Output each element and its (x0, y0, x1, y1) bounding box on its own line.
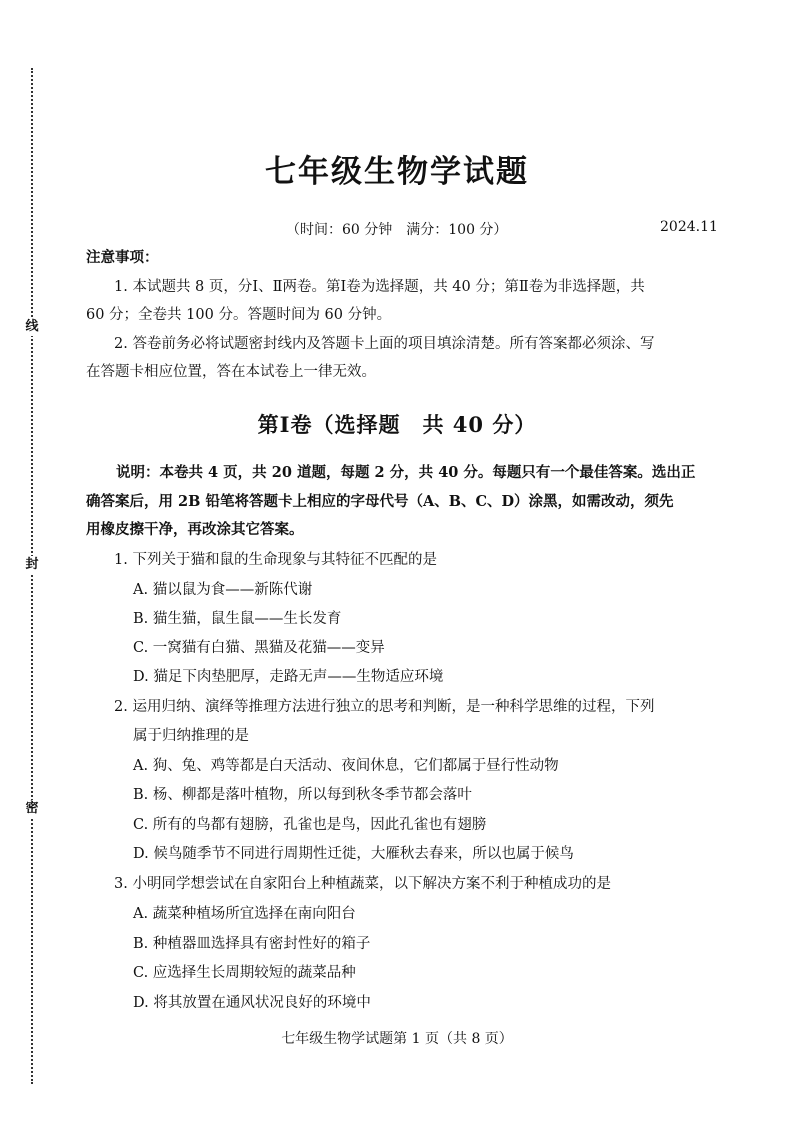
question-3-option-c: C. 应选择生长周期较短的蔬菜品种 (133, 965, 356, 981)
binding-label-seal: 封 (22, 556, 42, 574)
question-2-stem-line-2: 属于归纳推理的是 (133, 728, 249, 744)
question-1-option-d: D. 猫足下肉垫肥厚，走路无声——生物适应环境 (133, 669, 444, 685)
question-2-option-b: B. 杨、柳都是落叶植物，所以每到秋冬季节都会落叶 (133, 787, 472, 803)
question-1-stem: 1. 下列关于猫和鼠的生命现象与其特征不匹配的是 (114, 552, 437, 568)
exam-info: （时间：60 分钟 满分：100 分） (286, 222, 508, 238)
question-1-option-a: A. 猫以鼠为食——新陈代谢 (133, 582, 313, 598)
question-1-option-c: C. 一窝猫有白猫、黑猫及花猫——变异 (133, 640, 385, 656)
question-2-option-c: C. 所有的鸟都有翅膀，孔雀也是鸟，因此孔雀也有翅膀 (133, 817, 487, 833)
question-3-stem: 3. 小明同学想尝试在自家阳台上种植蔬菜，以下解决方案不利于种植成功的是 (114, 876, 611, 892)
notice-item-2-line-2: 在答题卡相应位置，答在本试卷上一律无效。 (86, 364, 376, 380)
binding-dotted-line (31, 68, 33, 1084)
exam-date: 2024.11 (660, 219, 718, 235)
page-title: 七年级生物学试题 (265, 154, 529, 190)
page-footer: 七年级生物学试题第 1 页（共 8 页） (281, 1031, 513, 1047)
notice-item-1-line-2: 60 分；全卷共 100 分。答题时间为 60 分钟。 (86, 307, 392, 323)
notice-heading: 注意事项： (86, 249, 159, 266)
instructions-line-1: 说明：本卷共 4 页，共 20 道题，每题 2 分，共 40 分。每题只有一个最佳答案。选出正 (116, 464, 696, 481)
binding-label-secret: 密 (22, 800, 42, 818)
question-3-option-a: A. 蔬菜种植场所宜选择在南向阳台 (133, 906, 356, 922)
notice-item-1-line-1: 1. 本试题共 8 页，分Ⅰ、Ⅱ两卷。第Ⅰ卷为选择题，共 40 分；第Ⅱ卷为非选择题，共 (114, 279, 645, 295)
notice-item-2-line-1: 2. 答卷前务必将试题密封线内及答题卡上面的项目填涂清楚。所有答案都必须涂、写 (114, 336, 655, 352)
question-2-stem-line-1: 2. 运用归纳、演绎等推理方法进行独立的思考和判断，是一种科学思维的过程，下列 (114, 699, 655, 715)
section-title: 第Ⅰ卷（选择题 共 40 分） (257, 412, 537, 437)
question-1-option-b: B. 猫生猫，鼠生鼠——生长发育 (133, 611, 342, 627)
question-3-option-d: D. 将其放置在通风状况良好的环境中 (133, 995, 371, 1011)
instructions-line-3: 用橡皮擦干净，再改涂其它答案。 (86, 521, 304, 538)
binding-label-line: 线 (22, 318, 42, 336)
question-2-option-d: D. 候鸟随季节不同进行周期性迁徙，大雁秋去春来，所以也属于候鸟 (133, 846, 574, 862)
question-2-option-a: A. 狗、兔、鸡等都是白天活动、夜间休息，它们都属于昼行性动物 (133, 758, 559, 774)
question-3-option-b: B. 种植器皿选择具有密封性好的箱子 (133, 936, 371, 952)
instructions-line-2: 确答案后，用 2B 铅笔将答题卡上相应的字母代号（A、B、C、D）涂黑，如需改动，须先 (86, 493, 674, 510)
